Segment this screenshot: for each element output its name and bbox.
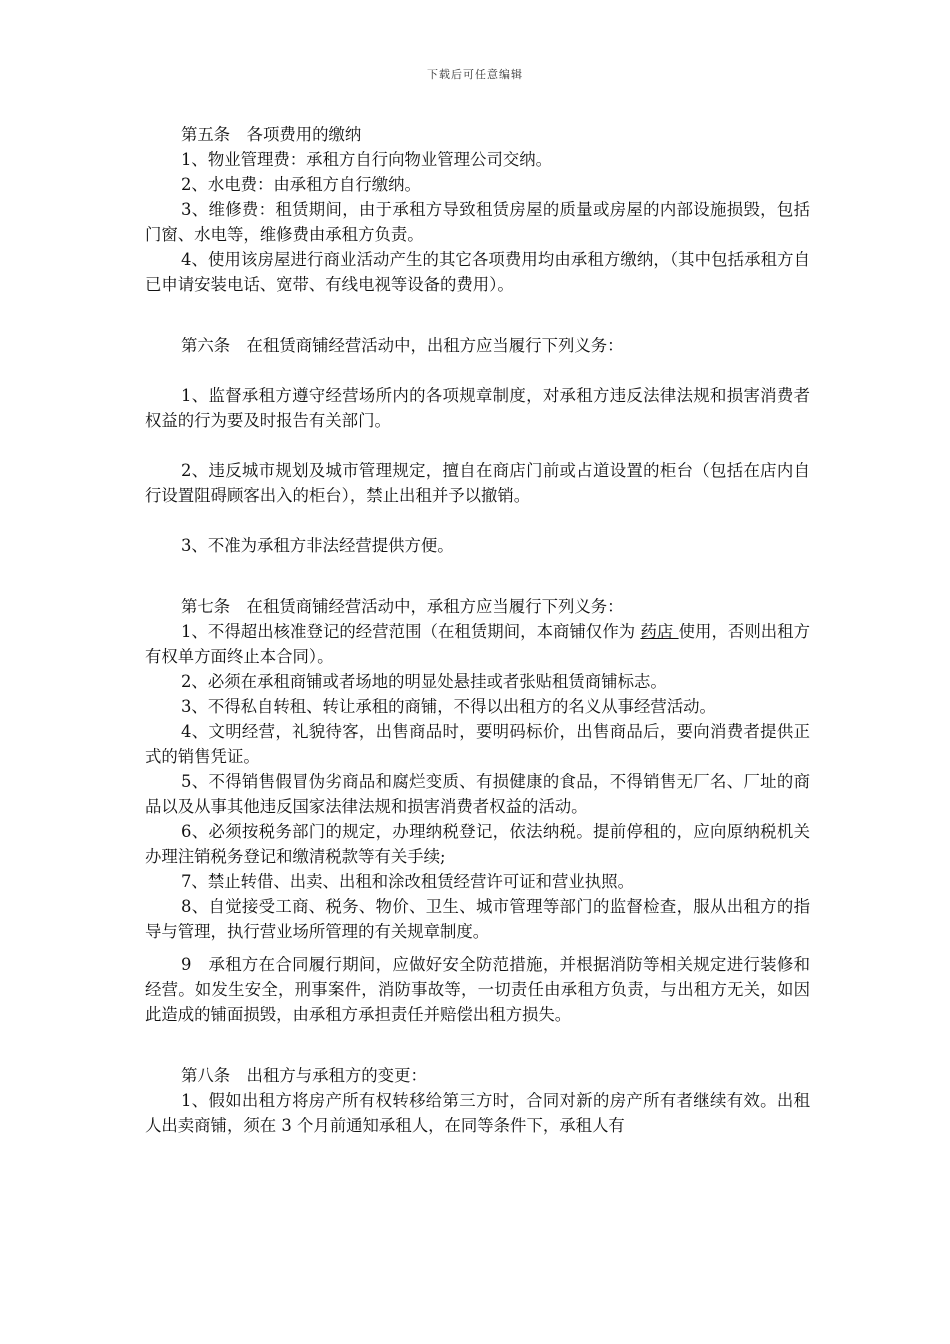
document-body (145, 122, 810, 1138)
article-5-item-2: 2、水电费：由承租方自行缴纳。 (181, 175, 421, 194)
article-7-item-2: 2、必须在承租商铺或者场地的明显处悬挂或者张贴租赁商铺标志。 (181, 672, 667, 691)
article-5-item-3: 3、维修费：租赁期间，由于承租方导致租赁房屋的质量或房屋的内部设施损毁，包括门窗、水电等，维修费由承租方负责。 (145, 200, 810, 244)
article-7-item-6: 6、必须按税务部门的规定，办理纳税登记，依法纳税。提前停租的，应向原纳税机关办理注销税务登记和缴清税款等有关手续; (145, 822, 810, 866)
article-7-title: 第七条 在租赁商铺经营活动中，承租方应当履行下列义务： (181, 597, 624, 616)
spacer (145, 297, 810, 333)
spacer (145, 1027, 810, 1063)
article-5-item-1: 1、物业管理费：承租方自行向物业管理公司交纳。 (181, 150, 553, 169)
article-8-item-1: 1、假如出租方将房产所有权转移给第三方时，合同对新的房产所有者继续有效。出租人出卖商铺，须在 3 个月前通知承租人，在同等条件下，承租人有 (145, 1091, 810, 1135)
article-7-item-1-post: 使用，否则出租方有权单方面终止本合同）。 (145, 622, 811, 666)
spacer (145, 358, 810, 383)
article-7-item-5: 5、不得销售假冒伪劣商品和腐烂变质、有损健康的食品，不得销售无厂名、厂址的商品以及从事其他违反国家法律法规和损害消费者权益的活动。 (145, 772, 810, 816)
spacer (145, 558, 810, 594)
article-6-item-2: 2、违反城市规划及城市管理规定，擅自在商店门前或占道设置的柜台（包括在店内自行设置阻碍顾客出入的柜台），禁止出租并予以撤销。 (145, 461, 810, 505)
article-5-item-4: 4、使用该房屋进行商业活动产生的其它各项费用均由承租方缴纳，（其中包括承租方自已申请安装电话、宽带、有线电视等设备的费用）。 (145, 250, 810, 294)
spacer (145, 508, 810, 533)
article-7-item-3: 3、不得私自转租、转让承租的商铺，不得以出租方的名义从事经营活动。 (181, 697, 716, 716)
article-8-title: 第八条 出租方与承租方的变更： (181, 1066, 427, 1085)
spacer (145, 433, 810, 458)
article-6-item-1: 1、监督承租方遵守经营场所内的各项规章制度，对承租方违反法律法规和损害消费者权益的行为要及时报告有关部门。 (145, 386, 810, 430)
business-use-fill: 药店 (640, 622, 679, 641)
spacer (145, 944, 810, 952)
article-6-item-3: 3、不准为承租方非法经营提供方便。 (181, 536, 454, 555)
article-7-item-9: 9 承租方在合同履行期间，应做好安全防范措施，并根据消防等相关规定进行装修和经营。如发生安全，刑事案件，消防事故等，一切责任由承租方负责，与出租方无关，如因此造成的铺面损毁，由承租方承担责任并赔偿出租方损失。 (145, 955, 810, 1024)
page-header-note: 下载后可任意编辑 (427, 68, 523, 81)
article-5-title: 第五条 各项费用的缴纳 (181, 125, 362, 144)
article-7-item-7: 7、禁止转借、出卖、出租和涂改租赁经营许可证和营业执照。 (181, 872, 634, 891)
article-7-item-1 (145, 619, 810, 669)
article-7-item-4: 4、文明经营，礼貌待客，出售商品时，要明码标价，出售商品后，要向消费者提供正式的销售凭证。 (145, 722, 810, 766)
article-6-title: 第六条 在租赁商铺经营活动中，出租方应当履行下列义务： (181, 336, 624, 355)
article-7-item-8: 8、自觉接受工商、税务、物价、卫生、城市管理等部门的监督检查，服从出租方的指导与管理，执行营业场所管理的有关规章制度。 (145, 897, 810, 941)
article-7-item-1-pre: 1、不得超出核准登记的经营范围（在租赁期间，本商铺仅作为 (181, 622, 641, 641)
